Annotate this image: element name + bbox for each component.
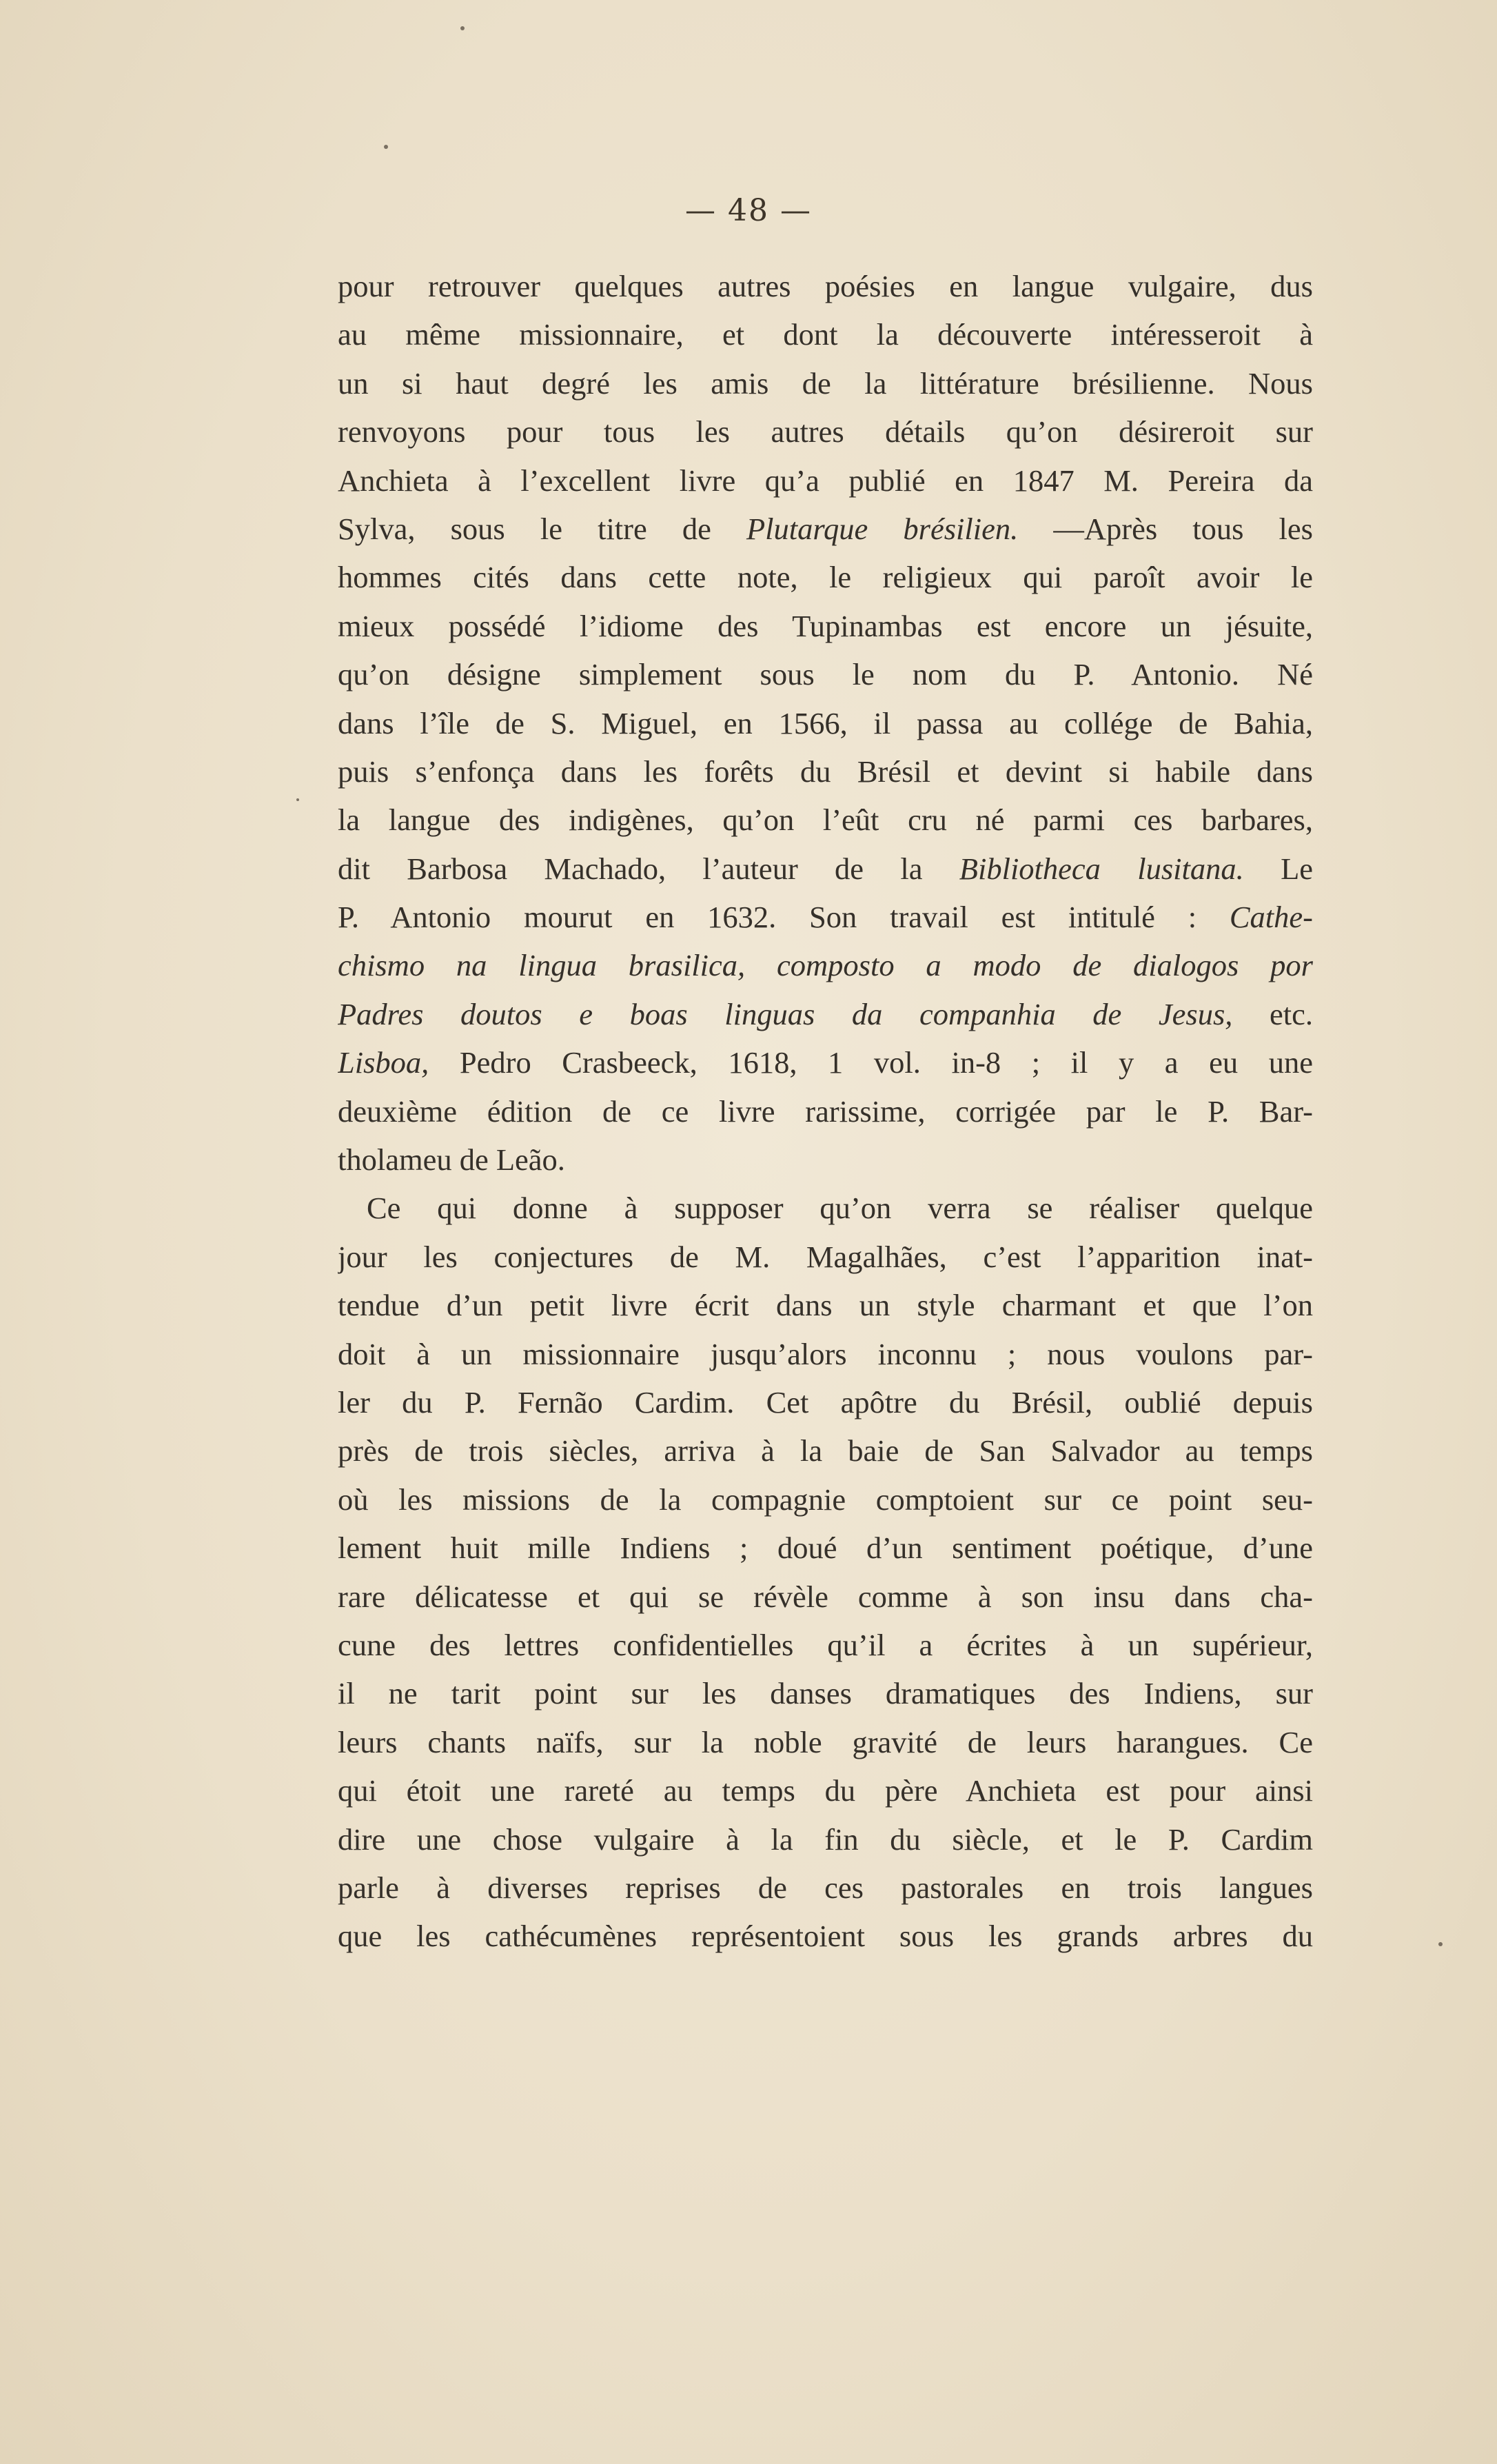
text-line — [338, 1864, 1313, 1912]
text-segment: puis s’enfonça dans les forêts du Brésil et devint si habile dans — [338, 754, 1313, 789]
text-segment: que les cathécumènes représentoient sous les grands arbres du — [338, 1919, 1313, 1954]
text-line — [338, 1281, 1313, 1329]
text-segment: qui étoit une rareté au temps du père Anchieta est pour ainsi — [338, 1773, 1313, 1808]
italic-text: Lisboa, — [338, 1045, 429, 1080]
text-segment: deuxième édition de ce livre rarissime, corrigée par le P. Bar- — [338, 1093, 1313, 1129]
text-line — [338, 1184, 1313, 1232]
paper-speck — [460, 26, 465, 30]
text-line — [338, 1621, 1313, 1669]
text-segment: pour retrouver quelques autres poésies en langue vulgaire, dus — [338, 269, 1313, 303]
text-line — [338, 1524, 1313, 1572]
text-line — [338, 893, 1313, 941]
text-segment: rare délicatesse et qui se révèle comme à son insu dans cha- — [338, 1579, 1313, 1614]
text-segment: qu’on désigne simplement sous le nom du P. Antonio. Né — [338, 657, 1313, 692]
text-segment: parle à diverses reprises de ces pastorales en trois langues — [338, 1870, 1313, 1905]
text-segment: au même missionnaire, et dont la découverte intéresseroit à — [338, 317, 1313, 352]
text-line — [338, 699, 1313, 747]
text-segment: la langue des indigènes, qu’on l’eût cru né parmi ces barbares, — [338, 802, 1313, 838]
text-segment: cune des lettres confidentielles qu’il a écrites à un supérieur, — [338, 1627, 1313, 1662]
text-segment: Sylva, sous le titre de — [338, 511, 746, 546]
text-line — [338, 1912, 1313, 1960]
text-line — [338, 1766, 1313, 1815]
text-segment: renvoyons pour tous les autres détails qu’on désireroit sur — [338, 414, 1313, 450]
text-line — [338, 941, 1313, 989]
paper-speck — [1438, 1942, 1443, 1946]
text-segment: mieux possédé l’idiome des Tupinambas est encore un jésuite, — [338, 608, 1313, 643]
text-segment: dit Barbosa Machado, l’auteur de la — [338, 851, 959, 886]
text-segment: leurs chants naïfs, sur la noble gravité de leurs harangues. Ce — [338, 1724, 1313, 1759]
text-segment: où les missions de la compagnie comptoient sur ce point seu- — [338, 1482, 1313, 1517]
text-segment: etc. — [1232, 996, 1313, 1031]
text-line — [338, 359, 1313, 407]
text-line — [338, 1815, 1313, 1864]
text-segment: tholameu de Leão. — [338, 1142, 565, 1178]
text-line — [338, 1233, 1313, 1281]
text-line — [338, 1718, 1313, 1766]
text-segment: —Après tous les — [1018, 511, 1313, 546]
text-line — [338, 1426, 1313, 1475]
text-line — [338, 747, 1313, 796]
page-number: — 48 — — [685, 193, 812, 228]
text-segment: dire une chose vulgaire à la fin du siècle, et le P. Cardim — [338, 1821, 1313, 1857]
text-line — [338, 650, 1313, 698]
text-line — [338, 1135, 1313, 1184]
text-segment: P. Antonio mourut en 1632. Son travail est intitulé : — [338, 900, 1230, 935]
text-line — [338, 602, 1313, 650]
text-line — [338, 262, 1313, 310]
text-line — [338, 990, 1313, 1038]
body-text — [338, 262, 1313, 1961]
text-line — [338, 1573, 1313, 1621]
paper-speck — [296, 798, 299, 801]
text-segment: jour les conjectures de M. Magalhães, c’est l’apparition inat- — [338, 1239, 1313, 1274]
text-segment: Le — [1243, 851, 1313, 886]
text-line — [338, 1087, 1313, 1135]
text-segment: hommes cités dans cette note, le religieux qui paroît avoir le — [338, 560, 1313, 595]
text-segment: ler du P. Fernão Cardim. Cet apôtre du Brésil, oublié depuis — [338, 1384, 1313, 1420]
text-line — [338, 407, 1313, 456]
text-segment: doit à un missionnaire jusqu’alors inconnu ; nous voulons par- — [338, 1336, 1313, 1371]
text-segment: dans l’île de S. Miguel, en 1566, il passa au collége de Bahia, — [338, 705, 1313, 740]
text-line — [338, 1330, 1313, 1378]
text-segment: Anchieta à l’excellent livre qu’a publié en 1847 M. Pereira da — [338, 463, 1313, 498]
paper-speck — [384, 145, 388, 149]
text-segment: il ne tarit point sur les danses dramatiques des Indiens, sur — [338, 1676, 1313, 1711]
text-line — [338, 310, 1313, 359]
text-line — [338, 1038, 1313, 1087]
italic-text: Cathe- — [1229, 900, 1313, 935]
text-line — [338, 1475, 1313, 1524]
text-line — [338, 1669, 1313, 1717]
text-line — [338, 553, 1313, 601]
italic-text: chismo na lingua brasilica, composto a modo de dialogos por — [338, 948, 1313, 983]
text-segment: tendue d’un petit livre écrit dans un style charmant et que l’on — [338, 1288, 1313, 1323]
text-segment: Ce qui donne à supposer qu’on verra se réaliser quelque — [367, 1191, 1313, 1226]
text-segment: près de trois siècles, arriva à la baie de San Salvador au temps — [338, 1433, 1313, 1468]
text-line — [338, 505, 1313, 553]
text-line — [338, 1378, 1313, 1426]
text-segment: un si haut degré les amis de la littérature brésilienne. Nous — [338, 365, 1313, 401]
text-line — [338, 845, 1313, 893]
text-segment: lement huit mille Indiens ; doué d’un sentiment poétique, d’une — [338, 1531, 1313, 1566]
text-line — [338, 456, 1313, 505]
text-segment: Pedro Crasbeeck, 1618, 1 vol. in-8 ; il y a eu une — [429, 1045, 1313, 1080]
italic-text: Plutarque brésilien. — [746, 511, 1019, 546]
italic-text: Padres doutos e boas linguas da companhia de Jesus, — [338, 996, 1233, 1031]
text-line — [338, 796, 1313, 844]
italic-text: Bibliotheca lusitana. — [959, 851, 1244, 886]
